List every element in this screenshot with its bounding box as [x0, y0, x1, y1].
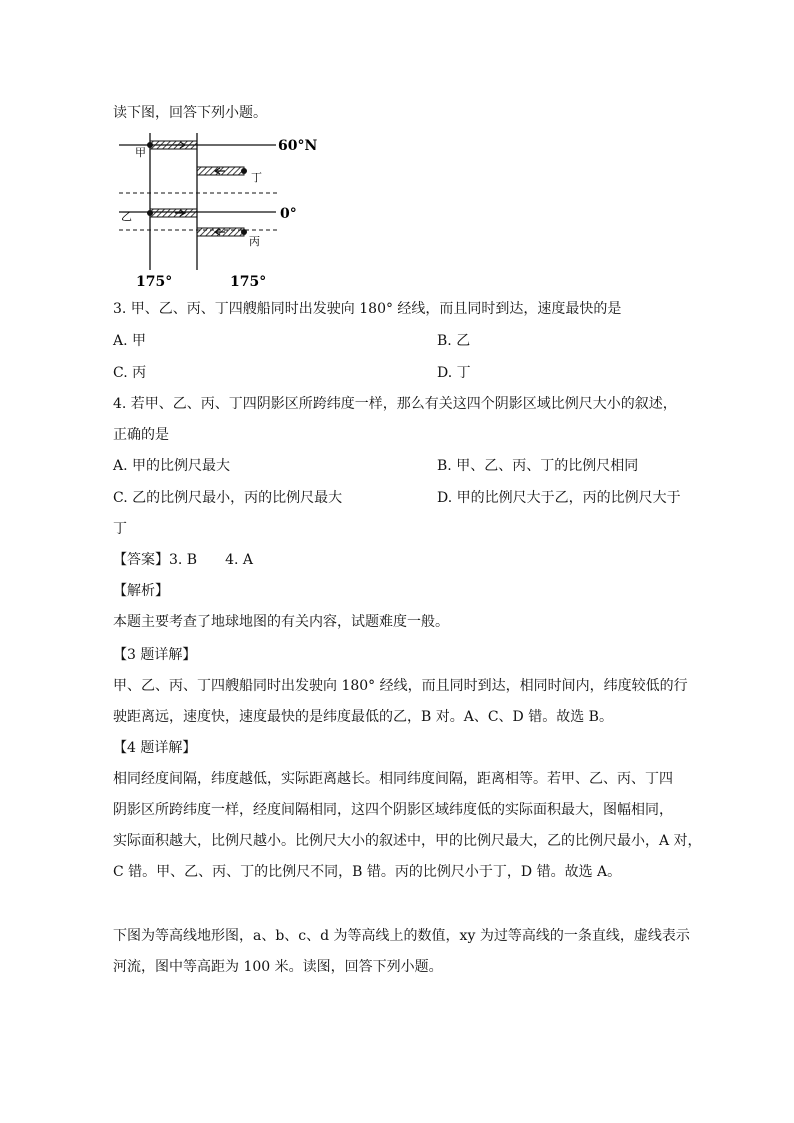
ship-jia-dot [147, 142, 153, 148]
q4-option-d: D. 甲的比例尺大于乙，丙的比例尺大于 [437, 490, 681, 506]
q3-stem: 3. 甲、乙、丙、丁四艘船同时出发驶向 180° 经线，而且同时到达，速度最快的是 [113, 301, 622, 317]
analysis-heading: 【解析】 [113, 583, 169, 599]
label-ding: 丁 [251, 171, 262, 184]
q3-detail-line: 甲、乙、丙、丁四艘船同时出发驶向 180° 经线，而且同时到达，相同时间内，纬度较低的行 [113, 678, 688, 694]
label-bing: 丙 [249, 235, 260, 248]
ship-yi-dot [147, 210, 153, 216]
q4-stem-line1: 4. 若甲、乙、丙、丁四阴影区所跨纬度一样，那么有关这四个阴影区域比例尺大小的叙述， [113, 396, 677, 412]
q3-option-b: B. 乙 [437, 333, 471, 349]
intro-text: 读下图，回答下列小题。 [113, 105, 267, 121]
q3-option-d: D. 丁 [437, 365, 471, 381]
label-lon-left: 175° [136, 274, 173, 290]
longitude-latitude-diagram [113, 130, 333, 290]
band-yi [150, 209, 197, 217]
next-question-intro: 下图为等高线地形图，a、b、c、d 为等高线上的数值，xy 为过等高线的一条直线，虚线表示 [113, 928, 690, 944]
band-jia [150, 141, 197, 149]
next-question-intro: 河流，图中等高距为 100 米。读图，回答下列小题。 [113, 959, 443, 975]
label-lon-right: 175° [230, 274, 267, 290]
q3-option-c: C. 丙 [113, 365, 147, 381]
label-jia: 甲 [135, 146, 146, 159]
q3-detail-heading: 【3 题详解】 [113, 647, 197, 663]
q4-option-d-wrap: 丁 [113, 521, 127, 537]
q4-detail-line: 实际面积越大，比例尺越小。比例尺大小的叙述中，甲的比例尺最大，乙的比例尺最小，A 对， [113, 833, 702, 849]
analysis-text: 本题主要考查了地球地图的有关内容，试题难度一般。 [113, 614, 449, 630]
label-yi: 乙 [121, 210, 132, 223]
q4-detail-line: 相同经度间隔，纬度越低，实际距离越长。相同纬度间隔，距离相等。若甲、乙、丙、丁四 [113, 771, 673, 787]
label-equator: 0° [280, 206, 297, 222]
q3-option-a: A. 甲 [113, 333, 147, 349]
q3-detail-line: 驶距离远，速度快，速度最快的是纬度最低的乙，B 对。A、C、D 错。故选 B。 [113, 709, 613, 725]
q4-detail-line: 阴影区所跨纬度一样，经度间隔相同，这四个阴影区域纬度低的实际面积最大，图幅相同， [113, 802, 673, 818]
q4-detail-heading: 【4 题详解】 [113, 740, 197, 756]
answer-line: 【答案】3. B 4. A [113, 552, 254, 568]
q4-stem-line2: 正确的是 [113, 427, 169, 443]
q4-option-b: B. 甲、乙、丙、丁的比例尺相同 [437, 458, 639, 474]
label-60n: 60°N [278, 138, 318, 154]
q4-option-c: C. 乙的比例尺最小，丙的比例尺最大 [113, 490, 343, 506]
ship-bing-dot [241, 229, 247, 235]
q4-detail-line: C 错。甲、乙、丙、丁的比例尺不同，B 错。丙的比例尺小于丁，D 错。故选 A。 [113, 864, 622, 880]
ship-ding-dot [241, 168, 247, 174]
q4-option-a: A. 甲的比例尺最大 [113, 458, 231, 474]
